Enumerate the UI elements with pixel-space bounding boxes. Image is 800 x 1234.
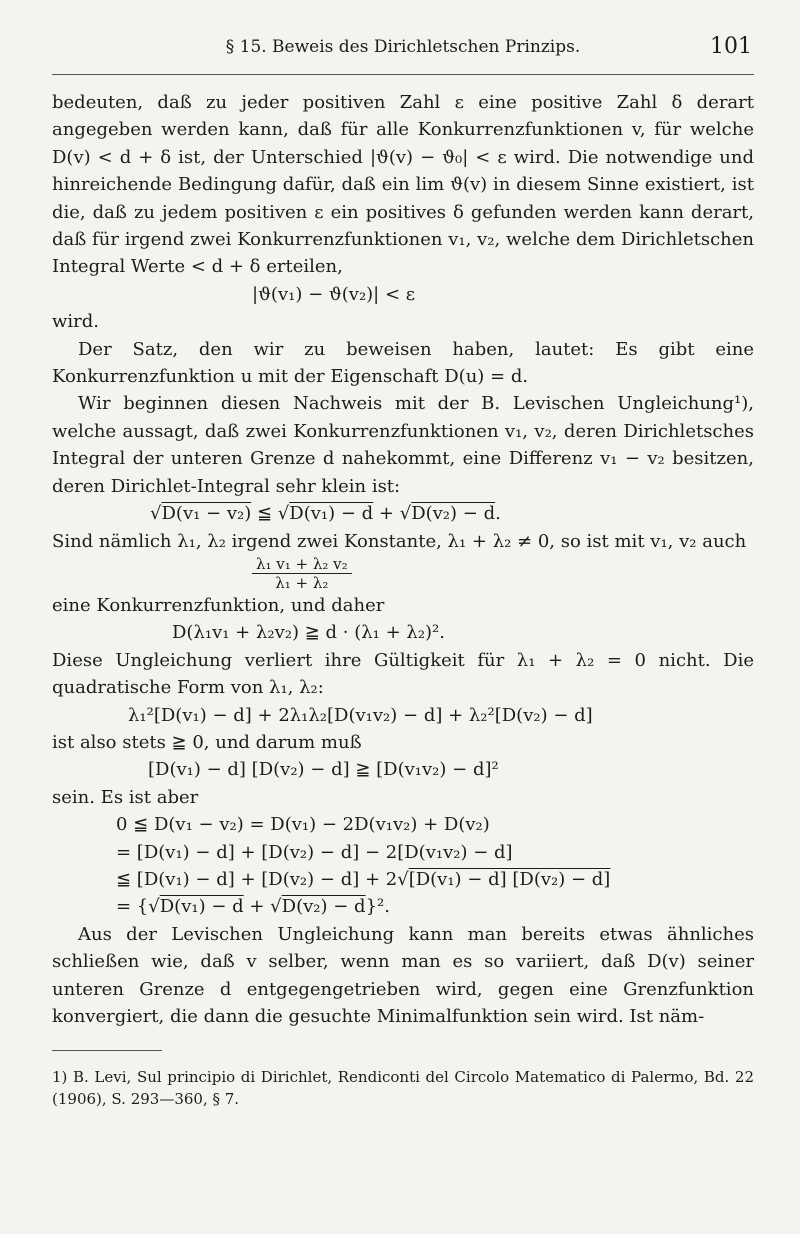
paragraph-3: Der Satz, den wir zu beweisen haben, lautet: Es gibt eine Konkurrenzfunktion u mit der Eigenschaft D(u) = d.	[52, 338, 754, 388]
paragraph-10: Aus der Levischen Ungleichung kann man bereits etwas ähnliches schließen wie, daß v selber, wenn man es so variiert, daß D(v) seiner unteren Grenze d entgegengetrieben wird, gegen eine Grenzfunktion konvergiert, die dann die gesuchte Minimalfunktion sein wird. Ist näm-	[52, 923, 754, 1027]
eq-part: D(v₁) − d	[159, 896, 244, 918]
eq-part: = {√	[116, 896, 160, 918]
paragraph-6: eine Konkurrenzfunktion, und daher	[52, 594, 385, 616]
equation-6-line-1: 0 ≦ D(v₁ − v₂) = D(v₁) − 2D(v₁v₂) + D(v₂)	[116, 814, 490, 836]
eq-part: D(v₁) − d	[289, 503, 374, 525]
eq-part: D(v₁ − v₂)	[161, 503, 252, 525]
paragraph-5: Sind nämlich λ₁, λ₂ irgend zwei Konstante, λ₁ + λ₂ ≠ 0, so ist mit v₁, v₂ auch	[52, 530, 747, 552]
paragraph-1: bedeuten, daß zu jeder positiven Zahl ε eine positive Zahl δ derart angegeben werden kann, daß für alle Konkurrenzfunktionen v, für welche D(v) < d + δ ist, der Unterschied |ϑ(v) − ϑ₀| < ε wird. Die notwendige und hinreichende Bedingung dafür, daß ein lim ϑ(v) in diesem Sinne existiert, ist die, daß zu jedem positiven ε ein positives δ gefunden werden kann derart, daß für irgend zwei Konkurrenzfunktionen v₁, v₂, welche dem Dirichletschen Integral Werte < d + δ erteilen,	[52, 92, 754, 278]
equation-6-line-3	[52, 866, 754, 893]
eq-part: √	[150, 503, 162, 525]
footnote-divider	[52, 1050, 162, 1051]
fraction	[252, 555, 352, 592]
eq-part: + √	[373, 503, 412, 525]
eq-part: .	[495, 503, 501, 525]
section-title: § 15. Beweis des Dirichletschen Prinzips.	[225, 37, 581, 57]
eq-part: D(v₂) − d	[411, 503, 496, 525]
equation-6-line-4	[52, 893, 754, 920]
eq-part: [D(v₁) − d] [D(v₂) − d]	[408, 868, 611, 890]
paragraph-2: wird.	[52, 311, 100, 333]
equation-1: |ϑ(v₁) − ϑ(v₂)| < ε	[252, 283, 416, 305]
page-number: 101	[710, 34, 752, 59]
paragraph-9: sein. Es ist aber	[52, 786, 199, 808]
eq-part: + √	[243, 896, 282, 918]
paragraph-7: Diese Ungleichung verliert ihre Gültigkeit für λ₁ + λ₂ = 0 nicht. Die quadratische Form von λ₁, λ₂:	[52, 649, 754, 699]
equation-quadratic-form: λ₁²[D(v₁) − d] + 2λ₁λ₂[D(v₁v₂) − d] + λ₂²[D(v₂) − d]	[128, 704, 593, 726]
equation-6-line-2: = [D(v₁) − d] + [D(v₂) − d] − 2[D(v₁v₂) − d]	[116, 841, 513, 863]
fraction-numerator: λ₁ v₁ + λ₂ v₂	[252, 555, 352, 574]
paragraph-4: Wir beginnen diesen Nachweis mit der B. Levischen Ungleichung¹), welche aussagt, daß zwei Konkurrenzfunktionen v₁, v₂, deren Dirichletsches Integral der unteren Grenze d nahekommt, eine Differenz v₁ − v₂ besitzen, deren Dirichlet-Integral sehr klein ist:	[52, 393, 754, 497]
eq-part: D(v₂) − d	[281, 896, 366, 918]
eq-part: ≦ √	[251, 503, 290, 525]
equation-levi	[52, 500, 754, 527]
equation-fraction	[52, 555, 754, 592]
fraction-denominator: λ₁ + λ₂	[275, 573, 329, 592]
equation-5: [D(v₁) − d] [D(v₂) − d] ≧ [D(v₁v₂) − d]²	[148, 759, 499, 781]
equation-3: D(λ₁v₁ + λ₂v₂) ≧ d · (λ₁ + λ₂)².	[172, 622, 445, 644]
paragraph-8: ist also stets ≧ 0, und darum muß	[52, 731, 362, 753]
book-page	[52, 34, 754, 1125]
footnote: 1) B. Levi, Sul principio di Dirichlet, Rendiconti del Circolo Matematico di Palermo, Bd. 22 (1906), S. 293—360, § 7.	[52, 1068, 754, 1109]
main-text	[52, 89, 754, 1030]
eq-part: ≦ [D(v₁) − d] + [D(v₂) − d] + 2√	[116, 868, 409, 890]
eq-part: }².	[365, 896, 390, 918]
running-header	[52, 34, 754, 75]
